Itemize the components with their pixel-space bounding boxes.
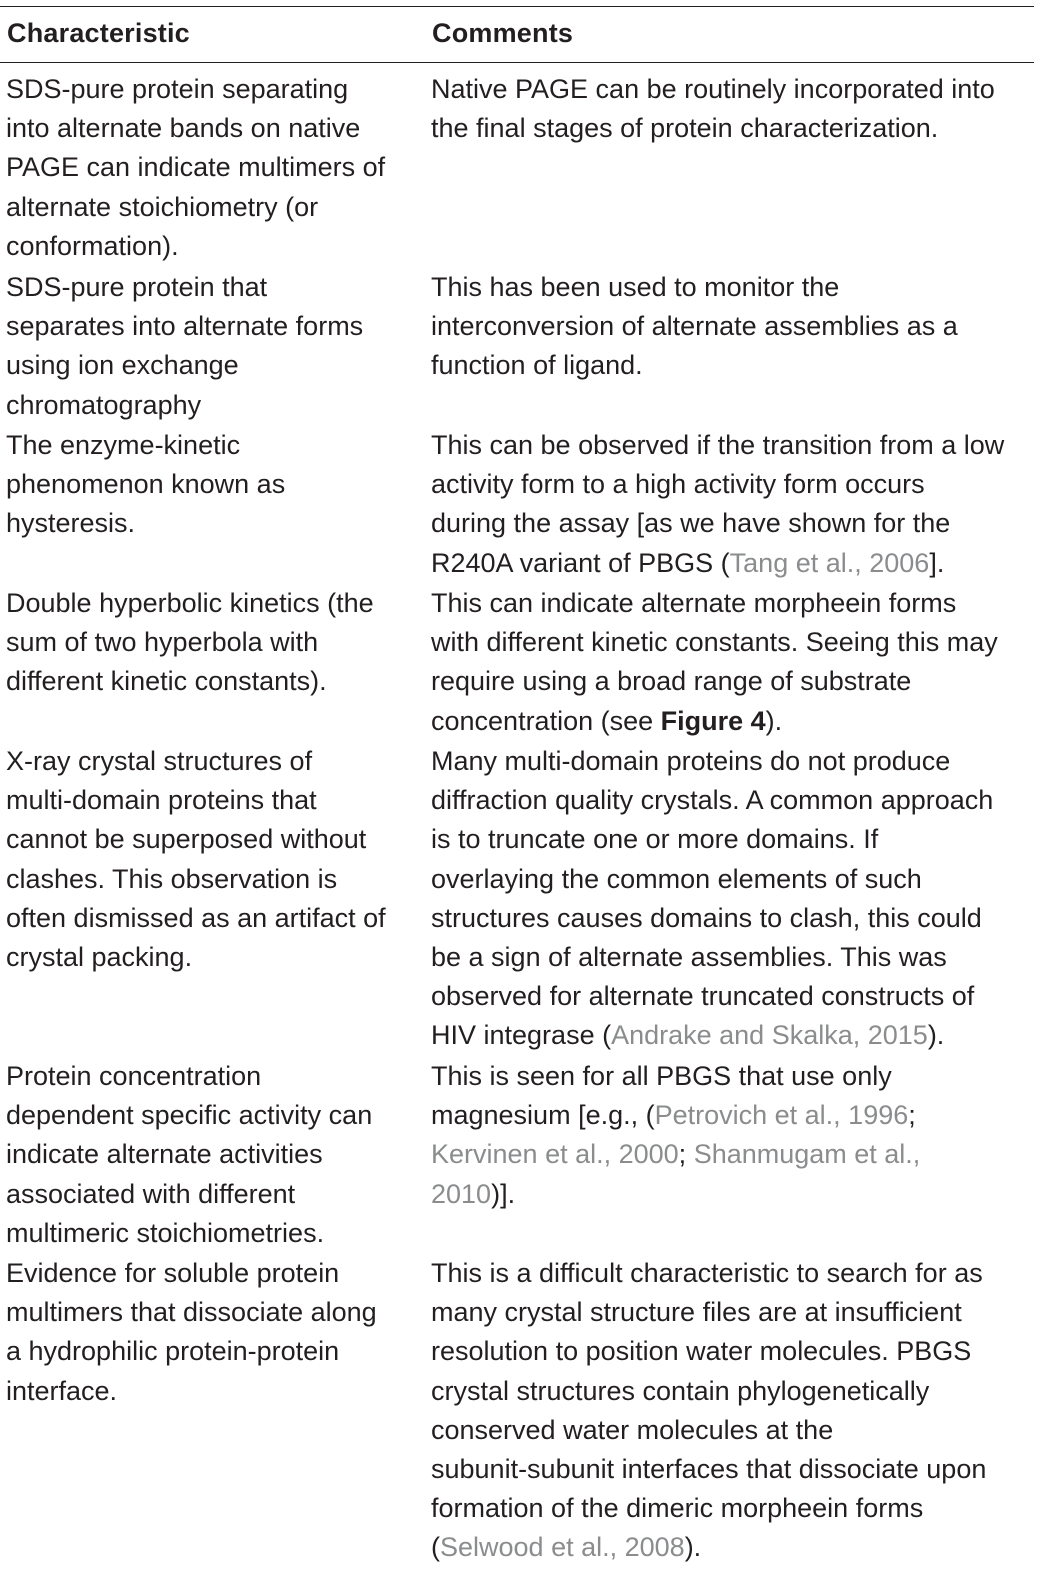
comments-line xyxy=(431,1450,1031,1489)
characteristic-cell xyxy=(6,426,416,544)
comments-cell xyxy=(431,268,1031,386)
comments-line xyxy=(431,346,1031,385)
comments-line xyxy=(431,465,1031,504)
comment-text: subunit-subunit interfaces that dissociate upon xyxy=(431,1454,987,1485)
comments-line xyxy=(431,860,1031,899)
comment-text: formation of the dimeric morpheein forms xyxy=(431,1493,924,1524)
comment-text: conserved water molecules at the xyxy=(431,1414,834,1445)
comments-line xyxy=(431,1332,1031,1371)
comment-text: ; xyxy=(678,1139,694,1170)
comments-line xyxy=(431,1528,1031,1567)
characteristic-line: multimeric stoichiometries. xyxy=(6,1217,325,1248)
comment-text: ). xyxy=(765,705,783,736)
comment-text: crystal structures contain phylogenetically xyxy=(431,1375,930,1406)
comments-line xyxy=(431,662,1031,701)
comment-text: Many multi-domain proteins do not produce xyxy=(431,746,951,776)
comment-text: observed for alternate truncated constructs of xyxy=(431,981,975,1012)
characteristic-line: separates into alternate forms xyxy=(6,311,364,342)
comment-text: Native PAGE can be routinely incorporated into xyxy=(431,74,995,104)
characteristic-line: a hydrophilic protein-protein xyxy=(6,1336,340,1367)
comment-text: many crystal structure files are at insufficient xyxy=(431,1297,962,1328)
comments-line xyxy=(431,623,1031,662)
comment-text: interconversion of alternate assemblies as a xyxy=(431,311,958,342)
comment-text: concentration (see xyxy=(431,705,661,736)
citation-link[interactable]: Kervinen et al., 2000 xyxy=(431,1139,679,1170)
characteristic-line: interface. xyxy=(6,1375,118,1406)
comments-line xyxy=(431,1372,1031,1411)
comments-line xyxy=(431,1411,1031,1450)
characteristic-line: different kinetic constants). xyxy=(6,666,327,697)
comment-text: resolution to position water molecules. PBGS xyxy=(431,1336,972,1367)
characteristic-line: chromatography xyxy=(6,389,202,420)
comment-text: the final stages of protein characterization. xyxy=(431,113,939,144)
characteristic-line: phenomenon known as xyxy=(6,469,286,500)
table-header xyxy=(0,14,1034,54)
characteristic-line: multi-domain proteins that xyxy=(6,785,317,816)
comments-line xyxy=(431,1057,1031,1096)
comments-line xyxy=(431,742,1031,781)
table-header-rule xyxy=(0,62,1034,63)
comments-line xyxy=(431,820,1031,859)
characteristic-line: into alternate bands on native xyxy=(6,113,361,144)
characteristic-line: clashes. This observation is xyxy=(6,863,338,894)
characteristic-line: dependent specific activity can xyxy=(6,1100,373,1131)
comment-text: during the assay [as we have shown for the xyxy=(431,508,951,539)
comment-text: overlaying the common elements of such xyxy=(431,863,922,894)
comment-text: with different kinetic constants. Seeing this may xyxy=(431,627,998,658)
comments-line xyxy=(431,544,1031,583)
comment-text: ]. xyxy=(929,547,945,578)
comments-line xyxy=(431,584,1031,623)
comments-line xyxy=(431,1489,1031,1528)
comment-text: activity form to a high activity form occurs xyxy=(431,469,925,500)
header-characteristic: Characteristic xyxy=(7,18,190,48)
comments-cell xyxy=(431,584,1031,741)
comment-text: This is seen for all PBGS that use only xyxy=(431,1061,892,1091)
characteristic-cell xyxy=(6,742,416,977)
comment-text: magnesium [e.g., ( xyxy=(431,1100,655,1131)
characteristic-line: using ion exchange xyxy=(6,350,239,381)
comments-line xyxy=(431,1096,1031,1135)
comment-text: be a sign of alternate assemblies. This was xyxy=(431,942,947,973)
comments-line xyxy=(431,307,1031,346)
citation-link[interactable]: Selwood et al., 2008 xyxy=(440,1532,685,1563)
characteristic-line: sum of two hyperbola with xyxy=(6,627,319,658)
comments-line xyxy=(431,1175,1031,1214)
comments-line xyxy=(431,1016,1031,1055)
characteristic-line: multimers that dissociate along xyxy=(6,1297,377,1328)
citation-link[interactable]: Petrovich et al., 1996 xyxy=(654,1100,909,1131)
characteristic-line: hysteresis. xyxy=(6,508,136,539)
characteristic-line: conformation). xyxy=(6,230,179,261)
characteristic-line: Double hyperbolic kinetics (the xyxy=(6,588,374,618)
table-top-rule xyxy=(0,6,1034,7)
comment-text: HIV integrase ( xyxy=(431,1020,612,1051)
comments-line xyxy=(431,781,1031,820)
characteristic-line: SDS-pure protein that xyxy=(6,272,268,302)
characteristic-cell xyxy=(6,1254,416,1411)
characteristic-line: Evidence for soluble protein xyxy=(6,1258,340,1288)
comment-text: )]. xyxy=(491,1178,516,1209)
citation-link[interactable]: 2010 xyxy=(431,1178,492,1209)
citation-link[interactable]: Shanmugam et al., xyxy=(693,1139,921,1170)
comments-line xyxy=(431,702,1031,741)
comments-cell xyxy=(431,1057,1031,1214)
comment-text: This is a difficult characteristic to search for as xyxy=(431,1258,983,1288)
characteristic-cell xyxy=(6,584,416,702)
comments-line xyxy=(431,109,1031,148)
header-comments: Comments xyxy=(432,18,574,48)
characteristic-line: crystal packing. xyxy=(6,942,193,973)
comments-line xyxy=(431,1135,1031,1174)
characteristic-line: SDS-pure protein separating xyxy=(6,74,349,104)
comments-cell xyxy=(431,70,1031,148)
comments-line xyxy=(431,977,1031,1016)
comments-cell xyxy=(431,742,1031,1056)
comments-line xyxy=(431,938,1031,977)
citation-link[interactable]: Andrake and Skalka, 2015 xyxy=(611,1020,928,1051)
comments-line xyxy=(431,70,1031,109)
comments-cell xyxy=(431,426,1031,583)
characteristic-cell xyxy=(6,70,416,266)
comment-text: is to truncate one or more domains. If xyxy=(431,824,879,855)
comment-text: ). xyxy=(684,1532,702,1563)
characteristic-line: X-ray crystal structures of xyxy=(6,746,313,776)
characteristic-line: often dismissed as an artifact of xyxy=(6,902,386,933)
comments-line xyxy=(431,1293,1031,1332)
comments-line xyxy=(431,268,1031,307)
comment-text: diffraction quality crystals. A common approach xyxy=(431,785,994,816)
comment-text: ( xyxy=(431,1532,440,1563)
characteristic-line: The enzyme-kinetic xyxy=(6,430,241,460)
characteristic-line: indicate alternate activities xyxy=(6,1139,323,1170)
comment-text: This has been used to monitor the xyxy=(431,272,840,302)
characteristic-line: alternate stoichiometry (or xyxy=(6,191,319,222)
comment-text: This can be observed if the transition from a low xyxy=(431,430,1005,460)
comment-text: ). xyxy=(927,1020,945,1051)
characteristic-line: PAGE can indicate multimers of xyxy=(6,152,386,183)
comments-line xyxy=(431,504,1031,543)
comment-text: structures causes domains to clash, this could xyxy=(431,902,982,933)
characteristic-cell xyxy=(6,1057,416,1253)
comment-text: require using a broad range of substrate xyxy=(431,666,912,697)
figure-reference[interactable]: Figure 4 xyxy=(660,705,766,736)
comment-text: This can indicate alternate morpheein forms xyxy=(431,588,957,618)
comments-line xyxy=(431,1254,1031,1293)
characteristic-line: cannot be superposed without xyxy=(6,824,367,855)
characteristic-cell xyxy=(6,268,416,425)
comment-text: function of ligand. xyxy=(431,350,643,381)
comments-cell xyxy=(431,1254,1031,1568)
characteristic-line: associated with different xyxy=(6,1178,296,1209)
comments-line xyxy=(431,426,1031,465)
comment-text: R240A variant of PBGS ( xyxy=(431,547,730,578)
characteristic-line: Protein concentration xyxy=(6,1061,262,1091)
citation-link[interactable]: Tang et al., 2006 xyxy=(729,547,930,578)
comments-line xyxy=(431,899,1031,938)
comment-text: ; xyxy=(908,1100,916,1131)
